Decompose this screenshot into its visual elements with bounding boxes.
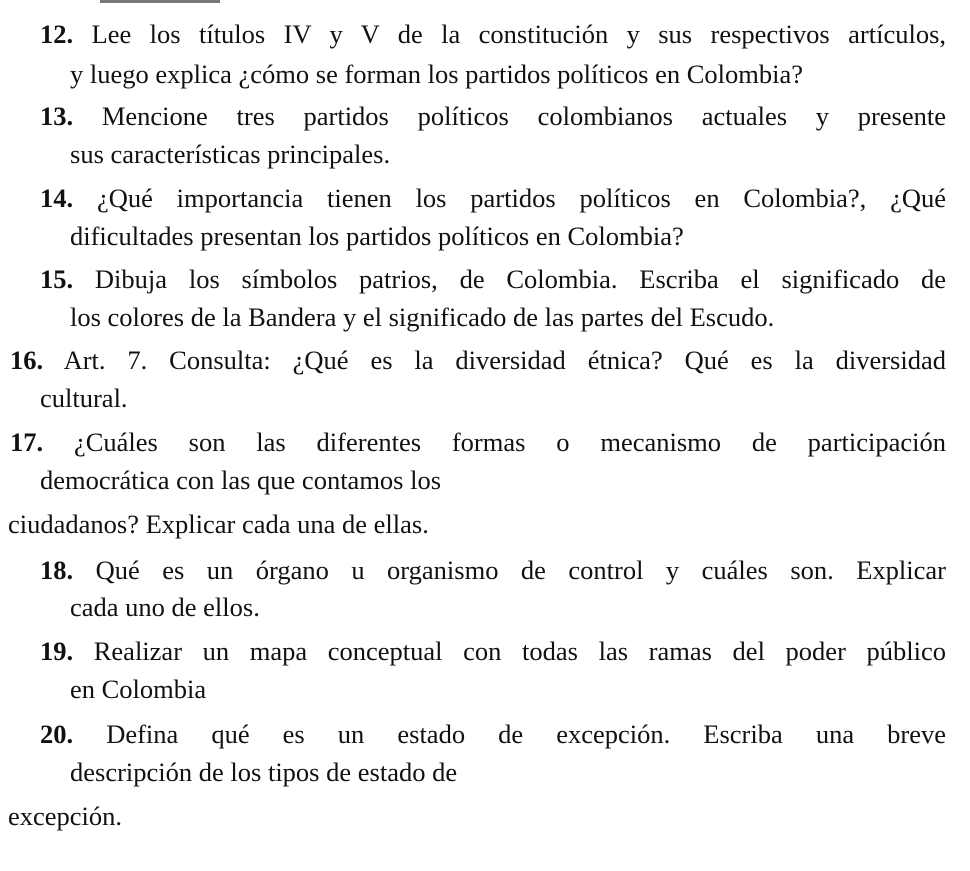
question-20-line-3: excepción. bbox=[8, 801, 123, 831]
question-number: 17. bbox=[10, 427, 44, 457]
question-text: Realizar un mapa conceptual con todas las ramas del poder público bbox=[93, 636, 946, 666]
question-13-line-2: sus características principales. bbox=[70, 139, 391, 169]
question-number: 18. bbox=[40, 555, 74, 585]
question-17-line-1 bbox=[10, 422, 946, 463]
question-number: 16. bbox=[10, 345, 44, 375]
question-number: 13. bbox=[40, 101, 74, 131]
question-text: Art. 7. Consulta: ¿Qué es la diversidad étnica? Qué es la diversidad bbox=[63, 345, 946, 375]
question-16-line-1 bbox=[10, 340, 946, 381]
question-number: 15. bbox=[40, 264, 74, 294]
question-17-line-2: democrática con las que contamos los bbox=[40, 465, 442, 495]
question-15-line-1 bbox=[40, 259, 946, 300]
question-20-line-1 bbox=[40, 714, 946, 755]
question-text: Mencione tres partidos políticos colombianos actuales y presente bbox=[101, 101, 947, 131]
question-19-line-1 bbox=[40, 631, 946, 672]
question-20-line-2: descripción de los tipos de estado de bbox=[70, 757, 458, 787]
question-14-line-2: dificultades presentan los partidos políticos en Colombia? bbox=[70, 221, 684, 251]
question-14-line-1 bbox=[40, 178, 946, 219]
question-12-line-2: y luego explica ¿cómo se forman los partidos políticos en Colombia? bbox=[70, 59, 803, 89]
question-number: 20. bbox=[40, 719, 74, 749]
question-number: 12. bbox=[40, 19, 74, 49]
cropped-text-fragment bbox=[100, 0, 220, 3]
question-15-line-2: los colores de la Bandera y el significado de las partes del Escudo. bbox=[70, 302, 775, 332]
question-text: Lee los títulos IV y V de la constitución y sus respectivos artículos, bbox=[91, 19, 947, 49]
question-text: ¿Qué importancia tienen los partidos políticos en Colombia?, ¿Qué bbox=[96, 183, 946, 213]
question-text: Defina qué es un estado de excepción. Escriba una breve bbox=[106, 719, 946, 749]
question-18-line-2: cada uno de ellos. bbox=[70, 592, 260, 622]
question-number: 19. bbox=[40, 636, 74, 666]
question-16-line-2: cultural. bbox=[40, 383, 128, 413]
question-text: Qué es un órgano u organismo de control y cuáles son. Explicar bbox=[95, 555, 947, 585]
question-18-line-1 bbox=[40, 550, 946, 591]
question-12-line-1 bbox=[40, 14, 946, 55]
question-13-line-1 bbox=[40, 96, 946, 137]
question-text: ¿Cuáles son las diferentes formas o mecanismo de participación bbox=[73, 427, 947, 457]
question-text: Dibuja los símbolos patrios, de Colombia. Escriba el significado de bbox=[94, 264, 947, 294]
question-19-line-2: en Colombia bbox=[70, 674, 207, 704]
question-17-line-3: ciudadanos? Explicar cada una de ellas. bbox=[8, 509, 429, 539]
question-number: 14. bbox=[40, 183, 74, 213]
